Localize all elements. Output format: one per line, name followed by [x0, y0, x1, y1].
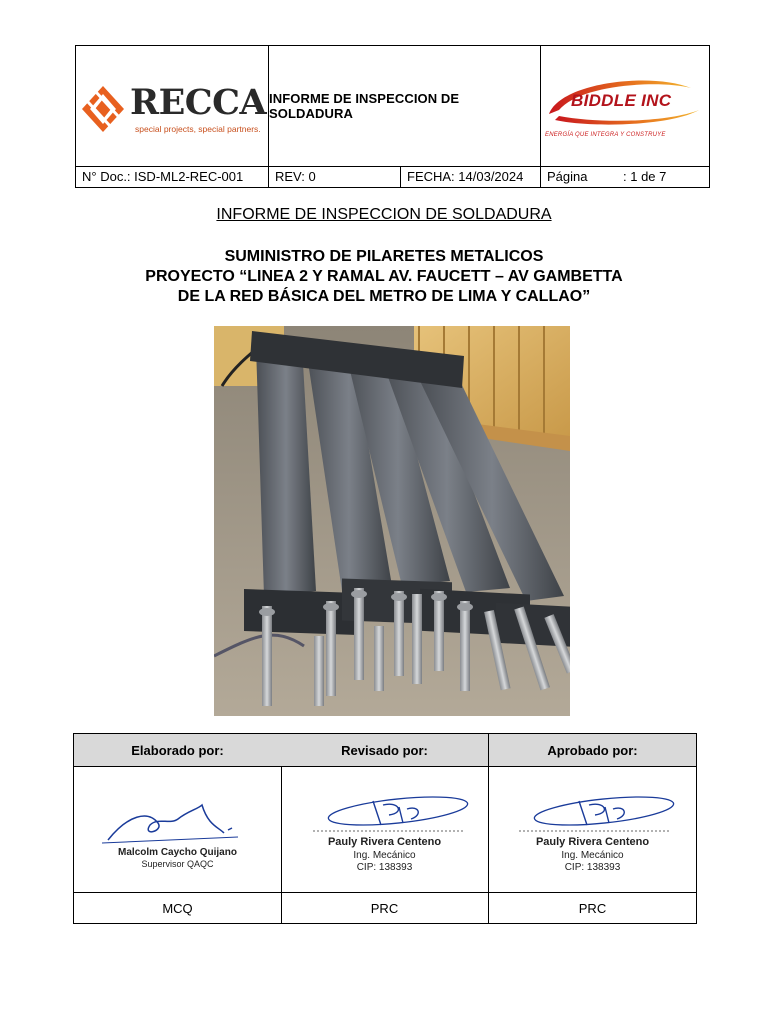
signer-role: Ing. Mecánico — [561, 850, 624, 861]
handwritten-signature — [98, 795, 258, 855]
document-title: INFORME DE INSPECCION DE SOLDADURA — [216, 206, 552, 223]
revision: REV: 0 — [269, 166, 401, 188]
approval-initials: PRC — [578, 901, 607, 916]
signer-name: Pauly Rivera Centeno — [535, 836, 650, 848]
date: FECHA: 14/03/2024 — [401, 166, 541, 188]
header-title-cell — [269, 46, 541, 166]
biddle-logo-cell — [541, 46, 711, 166]
doc-number: N° Doc.: ISD-ML2-REC-001 — [76, 166, 269, 188]
approval-header: Revisado por: — [281, 734, 488, 767]
signature-box — [74, 767, 281, 893]
signature-box — [489, 767, 696, 893]
header-title: INFORME DE INSPECCION DE SOLDADURA — [269, 91, 460, 121]
approval-initials: MCQ — [162, 901, 193, 916]
biddle-wordmark: BIDDLE INC — [571, 91, 672, 110]
recca-logo-cell — [76, 46, 269, 166]
approval-initials: PRC — [370, 901, 399, 916]
signer-role: Supervisor QAQC — [141, 859, 214, 869]
header-row-logos — [76, 46, 709, 167]
signer-role: Ing. Mecánico — [353, 850, 416, 861]
page-value: : 1 de 7 — [623, 169, 667, 184]
header-row-meta — [76, 166, 709, 188]
approval-table — [73, 733, 697, 924]
page-indicator — [541, 166, 711, 188]
signer-name: Pauly Rivera Centeno — [327, 836, 442, 848]
handwritten-signature — [509, 791, 679, 841]
recca-tagline: special projects, special partners. — [135, 124, 261, 134]
handwritten-signature — [303, 791, 473, 841]
page-label: Página — [547, 169, 588, 184]
recca-emblem-icon — [80, 84, 126, 134]
recca-logo — [78, 82, 268, 142]
subtitle-line-1: SUMINISTRO DE PILARETES METALICOS — [224, 248, 544, 265]
approval-column-aprobado — [489, 734, 696, 923]
approval-column-elaborado — [74, 734, 282, 923]
approval-header: Aprobado por: — [489, 734, 696, 767]
steel-posts-photo — [214, 326, 570, 716]
subtitle-line-3: DE LA RED BÁSICA DEL METRO DE LIMA Y CALLAO” — [177, 288, 591, 305]
biddle-logo — [541, 74, 711, 144]
approval-column-revisado — [281, 734, 489, 923]
subtitle-line-2: PROYECTO “LINEA 2 Y RAMAL AV. FAUCETT – AV GAMBETTA — [145, 268, 623, 285]
biddle-tagline: ENERGÍA QUE INTEGRA Y CONSTRUYE — [545, 132, 666, 138]
recca-wordmark: RECCA — [130, 82, 267, 123]
signer-cip: CIP: 138393 — [356, 862, 413, 873]
signer-name: Malcolm Caycho Quijano — [118, 847, 237, 858]
document-header — [75, 45, 710, 188]
signer-cip: CIP: 138393 — [564, 862, 621, 873]
signature-box — [281, 767, 488, 893]
approval-header: Elaborado por: — [74, 734, 281, 767]
